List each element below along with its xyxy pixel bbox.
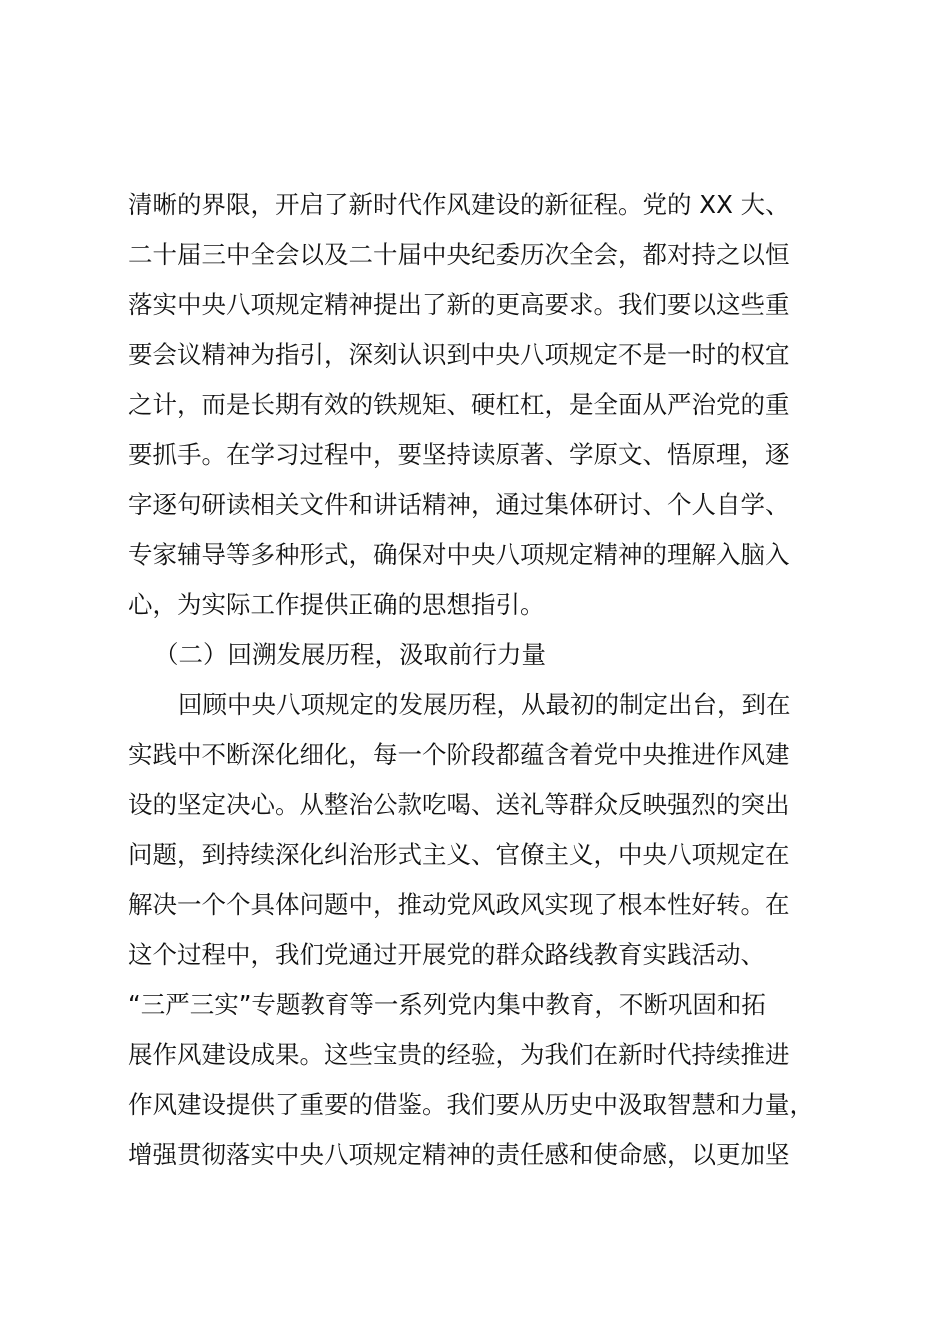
body-text-line: 作风建设提供了重要的借鉴。我们要从历史中汲取智慧和力量， [128, 1090, 814, 1119]
body-text-line: 之计，而是长期有效的铁规矩、硬杠杠，是全面从严治党的重 [128, 390, 790, 419]
body-text-line: 清晰的界限，开启了新时代作风建设的新征程。党的 XX 大、 [128, 190, 790, 219]
body-text-line: 增强贯彻落实中央八项规定精神的责任感和使命感，以更加坚 [128, 1140, 790, 1169]
body-text-line: 字逐句研读相关文件和讲话精神，通过集体研讨、个人自学、 [128, 490, 790, 519]
body-text-line: 解决一个个具体问题中，推动党风政风实现了根本性好转。在 [128, 890, 790, 919]
document-body [128, 180, 852, 1180]
body-text-line: 问题，到持续深化纠治形式主义、官僚主义，中央八项规定在 [128, 840, 790, 869]
body-text-line: 专家辅导等多种形式，确保对中央八项规定精神的理解入脑入 [128, 540, 790, 569]
body-text-line: 落实中央八项规定精神提出了新的更高要求。我们要以这些重 [128, 290, 790, 319]
body-text-line: 设的坚定决心。从整治公款吃喝、送礼等群众反映强烈的突出 [128, 790, 790, 819]
body-text-line: 心，为实际工作提供正确的思想指引。 [128, 590, 545, 619]
body-text-line: 这个过程中，我们党通过开展党的群众路线教育实践活动、 [128, 940, 765, 969]
body-text-line: 要会议精神为指引，深刻认识到中央八项规定不是一时的权宜 [128, 340, 790, 369]
body-text-line: 要抓手。在学习过程中，要坚持读原著、学原文、悟原理，逐 [128, 440, 790, 469]
body-text-line: 二十届三中全会以及二十届中央纪委历次全会，都对持之以恒 [128, 240, 790, 269]
paragraph-first-line: 回顾中央八项规定的发展历程，从最初的制定出台，到在 [178, 690, 791, 719]
body-text-line: “三严三实”专题教育等一系列党内集中教育，不断巩固和拓 [128, 990, 766, 1019]
section-heading: （二）回溯发展历程，汲取前行力量 [154, 640, 546, 669]
body-text-line: 展作风建设成果。这些宝贵的经验，为我们在新时代持续推进 [128, 1040, 790, 1069]
body-text-line: 实践中不断深化细化，每一个阶段都蕴含着党中央推进作风建 [128, 740, 790, 769]
